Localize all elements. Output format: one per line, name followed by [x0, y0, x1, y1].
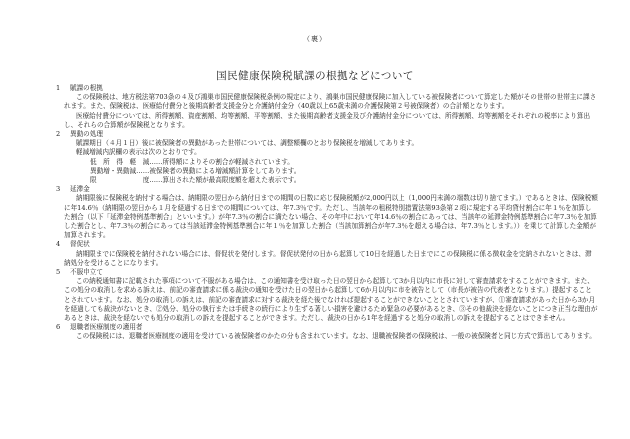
section-heading [56, 268, 598, 277]
section-4 [56, 240, 598, 268]
section-1 [56, 84, 598, 130]
section-5 [56, 268, 598, 323]
section-heading [56, 84, 598, 93]
section-number: 6 [56, 323, 61, 332]
section-number: 3 [56, 185, 61, 194]
section-heading [56, 130, 598, 139]
paragraph: 納期限後に保険税を納付する場合は、納期限の翌日から納付日までの期間の日数に応じ保険税額が2,000円以上（1,000円未満の端数は切り捨てます。）であるときは、保険税額に年14.6％（納期限の翌日から１月を経過する日までの期間については、年7.3％です。ただし、当該年の租税特別措置法第93条第２項に規定する平均貸付割合に年１％を加算した割合（以下「延滞金特例基準割合」といいます。）が年7.3％の割合に満たない場合、その年中において年14.6％の割合にあっては、当該年の延滞金特例基準割合に年7.3％を加算した割合とし、年7.3％の割合にあっては当該延滞金特例基準割合に年１％を加算した割合（当該加算割合が年7.3％を超える場合は、年7.3％とします。））を乗じて計算した金額が加算されます。 [64, 194, 598, 240]
section-title: 延滞金 [70, 185, 90, 194]
section-number: 4 [56, 240, 61, 249]
legend-item: 低 所 得 軽 減……所得額によりその割合が軽減されています。 [90, 157, 294, 166]
adjustment-legend [56, 158, 598, 186]
paragraph: 納期限までに保険税を納付されない場合には、督促状を発付します。督促状発付の日から起算して10日を経過した日までにこの保険税に係る徴収金を完納されないときは、滞納処分を受けることになります。 [64, 249, 592, 267]
paragraph: 医療給付費分については、所得割額、資産割額、均等割額、平等割額、また後期高齢者支援金及び介護納付金分については、所得割額、均等割額をそれぞれの税率により算出し、それらの合算額が保険税となります。 [64, 111, 591, 129]
legend-intro: 軽減増減内訳欄の表示は次のとおりです。 [76, 148, 201, 157]
paragraph: この納税通知書に記載された事項について不服がある場合は、この通知書を受け取った日の翌日から起算して3か月以内に市長に対して審査請求をすることができます。また、この処分の取消しを求める訴えは、前記の審査請求に係る裁決の通知を受けた日の翌日から起算して6か月以内に市を被告として（市長が被告の代表者となります。）提起することとされています。なお、処分の取消しの訴えは、前記の審査請求に対する裁決を経た後でなければ提起することができないこととされていますが、①審査請求があった日から3か月を経過しても裁決がないとき、②処分、処分の執行または手続きの続行により生ずる著しい損害を避けるため緊急の必要があるとき、③その他裁決を経ないことにつき正当な理由があるときは、裁決を経ないでも処分の取消しの訴えを提起することができます。ただし、裁決の日から1年を経過すると処分の取消しの訴えを提起することはできません。 [64, 277, 598, 323]
paragraph: この保険税は、地方税法第703条の４及び鴻巣市国民健康保険税条例の規定により、鴻巣市国民健康保険に加入している被保険者について算定した額がその世帯の世帯主に課されます。また、保険税は、医療給付費分と後期高齢者支援金分と介護納付金分（40歳以上65歳未満の介護保険第２号被保険者）の合計額となります。 [64, 93, 597, 111]
section-6 [56, 323, 598, 341]
legend-item: 限 度……算出された額が最高限度額を超えた表示です。 [90, 176, 301, 185]
document-title: 国民健康保険税賦課の根拠などについて [216, 70, 414, 82]
section-title: 不服申立て [70, 268, 103, 277]
section-2 [56, 130, 598, 185]
section-title: 異動の処理 [70, 130, 103, 139]
section-title: 退職者医療制度の適用者 [70, 323, 143, 332]
legend-item: 異動増・異動減……被保険者の異動による増減額計算をしてあります。 [90, 166, 301, 175]
section-title: 賦課の根拠 [70, 84, 103, 92]
section-3 [56, 185, 598, 240]
section-number: 1 [56, 84, 61, 92]
paragraph: この保険税には、退職者医療制度の適用を受けている被保険者のかたの分も含まれています。なお、退職被保険者の保険税は、一般の被保険者と同じ方式で算出してあります。 [76, 332, 596, 341]
section-number: 2 [56, 130, 61, 139]
section-number: 5 [56, 268, 61, 277]
section-title: 督促状 [70, 240, 90, 249]
paragraph: 賦課期日（４月１日）後に被保険者の異動があった世帯については、調整額欄のとおり保険税を増減してあります。 [76, 139, 419, 148]
section-heading [56, 240, 598, 249]
document-body [56, 84, 598, 342]
reverse-side-label: （裏） [303, 35, 327, 43]
